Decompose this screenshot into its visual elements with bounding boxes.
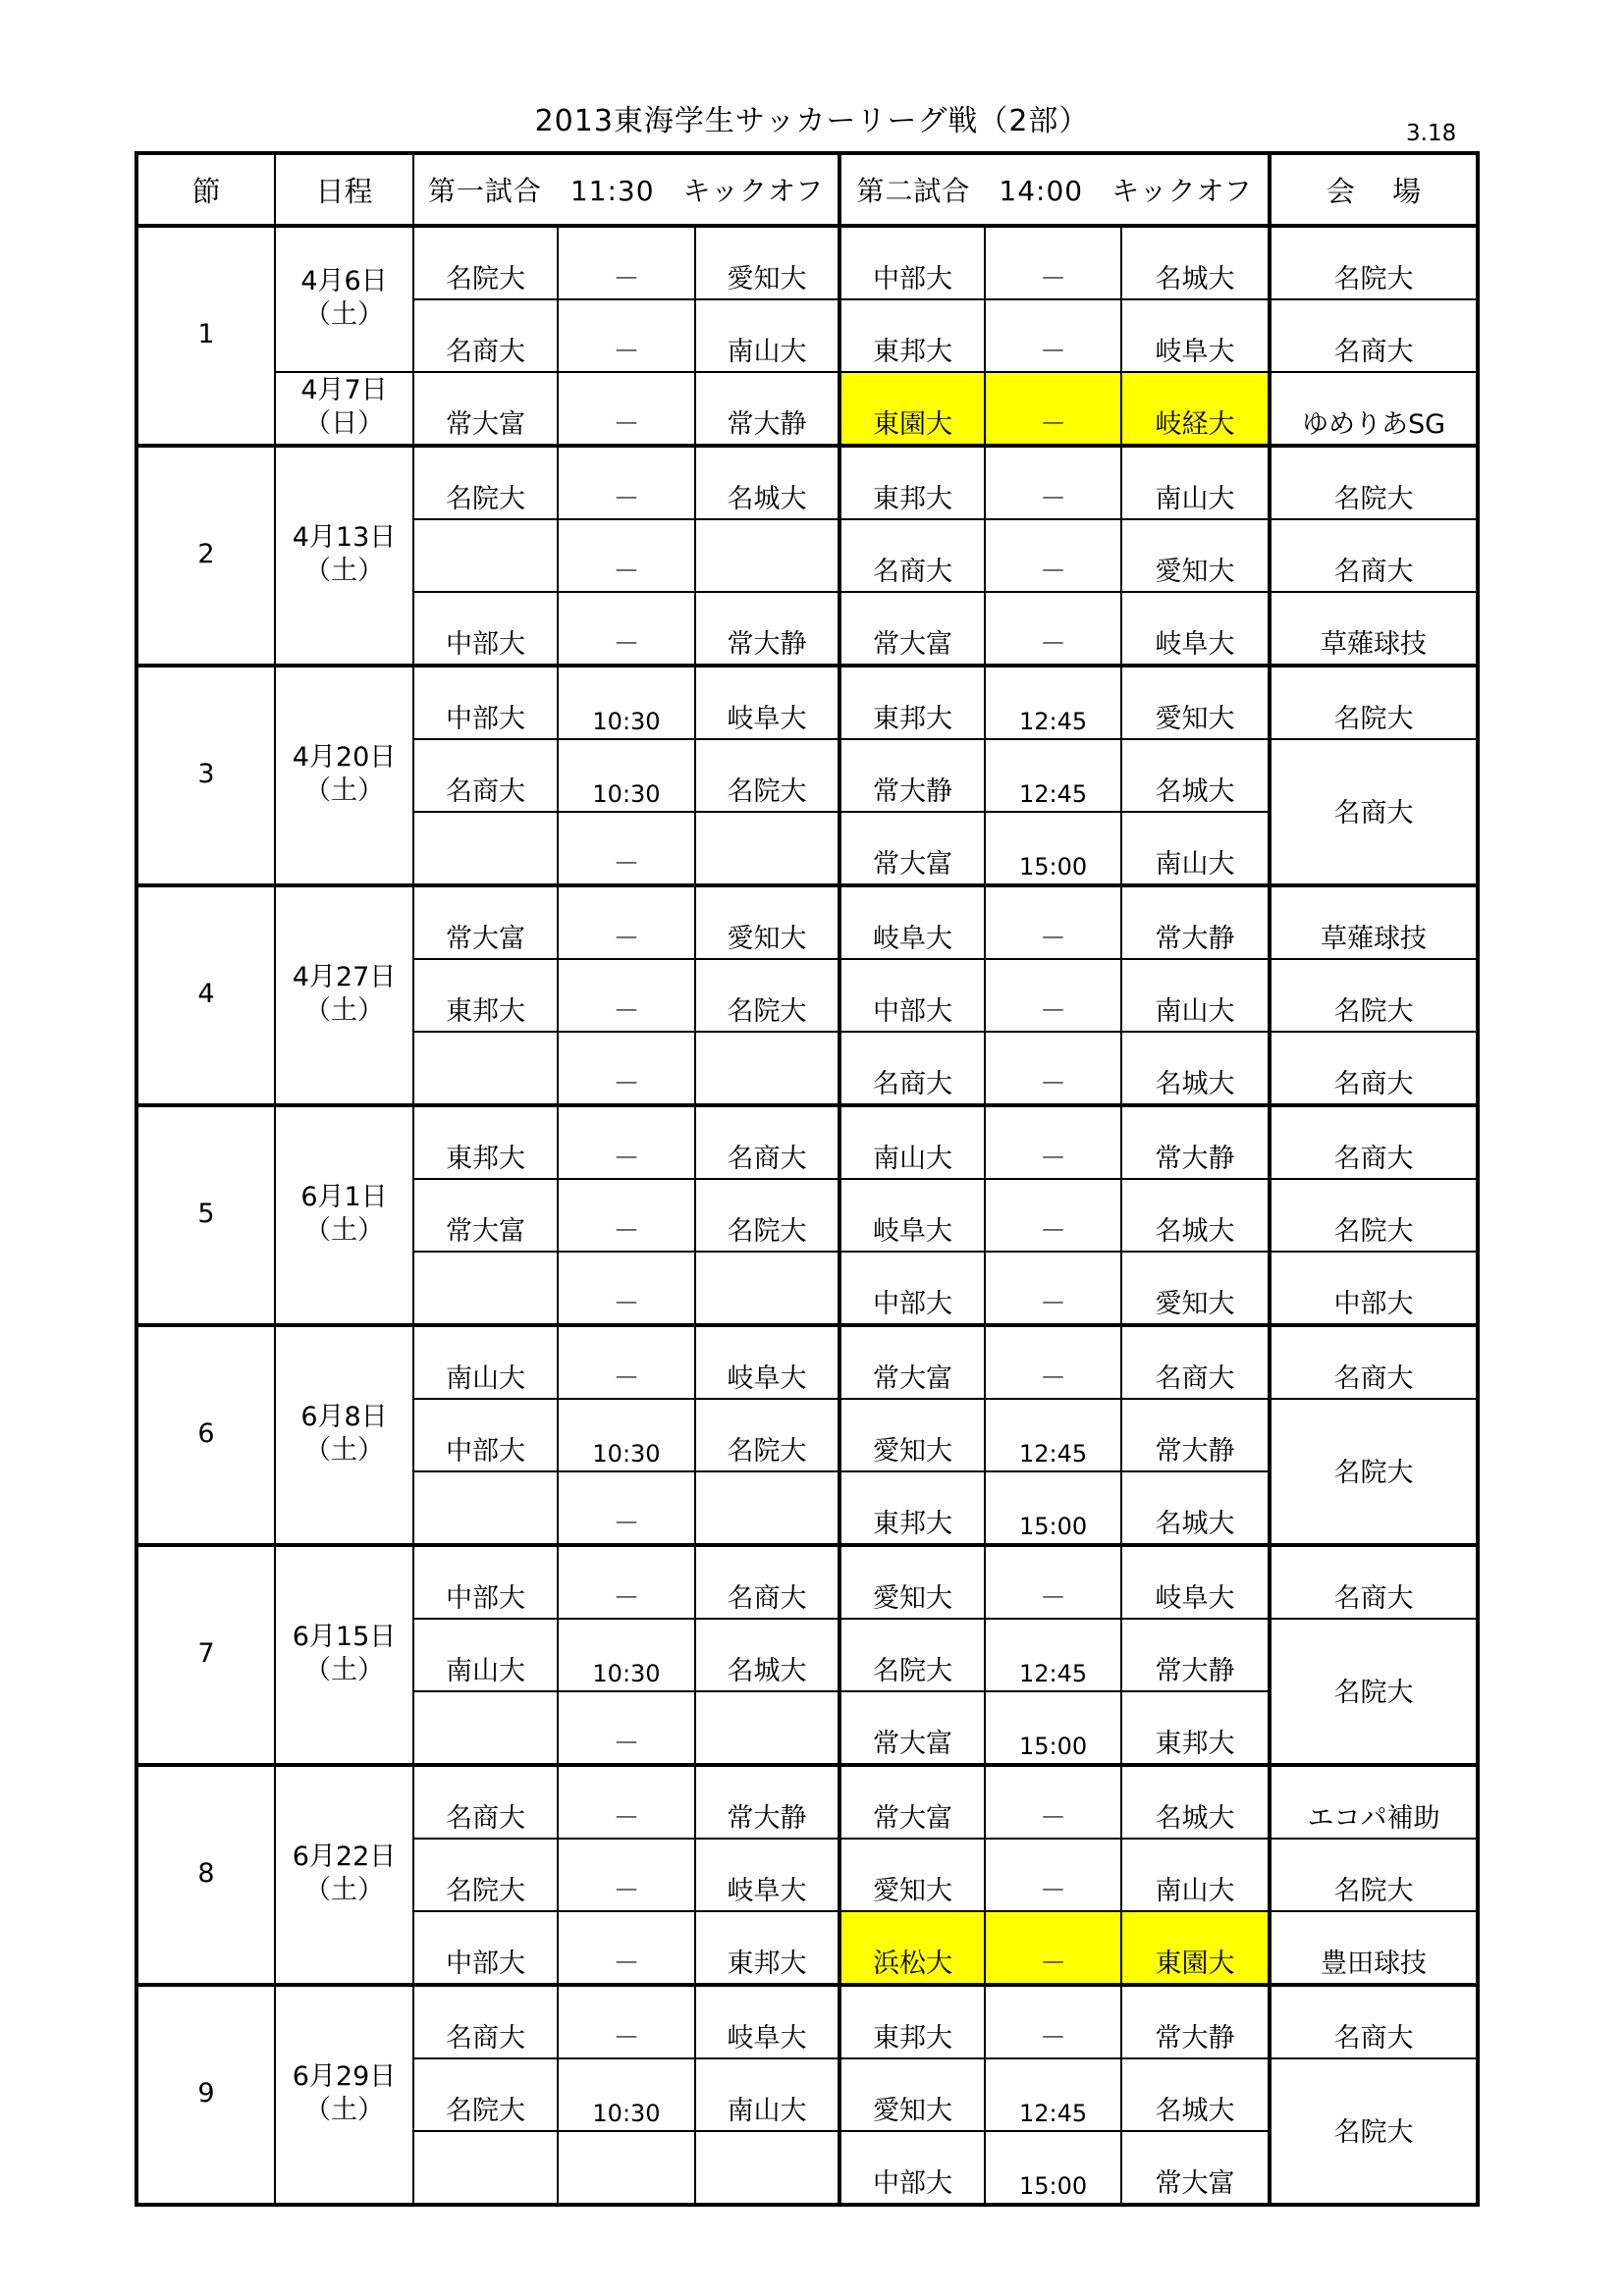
- match2-time: －: [985, 1032, 1121, 1105]
- match1-time: －: [558, 959, 695, 1032]
- match2-time: －: [985, 1105, 1121, 1179]
- match2-away-team: 常大富: [1121, 2131, 1270, 2205]
- match2-time: －: [985, 959, 1121, 1032]
- round-row: [136, 1545, 1478, 1619]
- match2-home-team: 愛知大: [839, 1839, 985, 1911]
- match2-time: 12:45: [985, 2058, 1121, 2131]
- match1-time: 10:30: [558, 1619, 695, 1691]
- match1-time: －: [558, 1691, 695, 1765]
- match1-time: －: [558, 1179, 695, 1252]
- match1-home-team: 中部大: [413, 1399, 558, 1471]
- match1-time: －: [558, 1252, 695, 1325]
- match2-time: 15:00: [985, 812, 1121, 885]
- match1-away-team: 東邦大: [695, 1911, 839, 1985]
- match-date: 4月27日 （土）: [275, 885, 413, 1105]
- match2-away-team: 東園大: [1121, 1911, 1270, 1985]
- match2-time: －: [985, 372, 1121, 446]
- match2-home-team: 愛知大: [839, 1545, 985, 1619]
- venue: 名商大: [1270, 1545, 1478, 1619]
- match1-home-team: 名商大: [413, 1765, 558, 1839]
- match1-away-team: [695, 1471, 839, 1545]
- match2-away-team: 名城大: [1121, 1765, 1270, 1839]
- match1-time: －: [558, 885, 695, 959]
- match2-away-team: 常大静: [1121, 1985, 1270, 2058]
- venue: 草薙球技: [1270, 885, 1478, 959]
- match2-away-team: 南山大: [1121, 446, 1270, 519]
- match1-home-team: 常大富: [413, 372, 558, 446]
- match1-home-team: 名商大: [413, 299, 558, 372]
- match2-time: 15:00: [985, 1471, 1121, 1545]
- match2-away-team: 愛知大: [1121, 1252, 1270, 1325]
- match2-away-team: 常大静: [1121, 1399, 1270, 1471]
- match2-away-team: 名城大: [1121, 739, 1270, 812]
- match1-away-team: 常大静: [695, 1765, 839, 1839]
- match2-time: －: [985, 226, 1121, 299]
- header-venue: 会 場: [1270, 153, 1478, 226]
- match1-away-team: [695, 812, 839, 885]
- venue: 名院大: [1270, 666, 1478, 739]
- match2-time: －: [985, 299, 1121, 372]
- match2-time: －: [985, 519, 1121, 592]
- round-row: [136, 372, 1478, 446]
- match2-away-team: 愛知大: [1121, 666, 1270, 739]
- match1-away-team: 南山大: [695, 2058, 839, 2131]
- venue: 名院大: [1270, 2058, 1478, 2205]
- match1-time: [558, 2131, 695, 2205]
- match1-time: －: [558, 1911, 695, 1985]
- match2-home-team: 南山大: [839, 1105, 985, 1179]
- round-row: [136, 885, 1478, 959]
- header-setsu: 節: [136, 153, 275, 226]
- match2-home-team: 常大富: [839, 1325, 985, 1399]
- match2-home-team: 東邦大: [839, 1471, 985, 1545]
- match1-away-team: 名商大: [695, 1105, 839, 1179]
- match1-time: －: [558, 1765, 695, 1839]
- round-row: [136, 1765, 1478, 1839]
- match2-time: 12:45: [985, 739, 1121, 812]
- venue: 名商大: [1270, 1325, 1478, 1399]
- match2-time: －: [985, 1911, 1121, 1985]
- venue: 名院大: [1270, 1839, 1478, 1911]
- match1-home-team: [413, 2131, 558, 2205]
- match1-away-team: 岐阜大: [695, 1839, 839, 1911]
- match1-away-team: 愛知大: [695, 885, 839, 959]
- match2-time: －: [985, 1839, 1121, 1911]
- match-date: 6月1日 （土）: [275, 1105, 413, 1325]
- round-row: [136, 226, 1478, 299]
- match1-home-team: 南山大: [413, 1325, 558, 1399]
- match2-home-team: 東邦大: [839, 666, 985, 739]
- match-date: 4月7日 （日）: [275, 372, 413, 446]
- venue: 名院大: [1270, 1179, 1478, 1252]
- match1-away-team: [695, 1032, 839, 1105]
- venue: 中部大: [1270, 1252, 1478, 1325]
- match1-home-team: 中部大: [413, 1911, 558, 1985]
- match1-home-team: [413, 1691, 558, 1765]
- match2-away-team: 常大静: [1121, 1619, 1270, 1691]
- match1-away-team: 名城大: [695, 1619, 839, 1691]
- round-number: 2: [136, 446, 275, 666]
- venue: 名商大: [1270, 299, 1478, 372]
- match1-home-team: [413, 1471, 558, 1545]
- match1-time: －: [558, 372, 695, 446]
- match1-away-team: 常大静: [695, 372, 839, 446]
- match2-home-team: 中部大: [839, 1252, 985, 1325]
- match1-time: 10:30: [558, 1399, 695, 1471]
- match2-away-team: 名商大: [1121, 1325, 1270, 1399]
- match1-time: 10:30: [558, 739, 695, 812]
- match2-home-team: 中部大: [839, 226, 985, 299]
- venue: 名商大: [1270, 519, 1478, 592]
- round-row: [136, 446, 1478, 519]
- venue: エコパ補助: [1270, 1765, 1478, 1839]
- round-number: 6: [136, 1325, 275, 1545]
- match2-away-team: 南山大: [1121, 959, 1270, 1032]
- match2-home-team: 中部大: [839, 2131, 985, 2205]
- match1-time: －: [558, 446, 695, 519]
- match1-home-team: 中部大: [413, 666, 558, 739]
- match2-home-team: 岐阜大: [839, 885, 985, 959]
- match2-away-team: 南山大: [1121, 812, 1270, 885]
- match1-time: －: [558, 299, 695, 372]
- match1-time: 10:30: [558, 666, 695, 739]
- match2-away-team: 東邦大: [1121, 1691, 1270, 1765]
- match1-home-team: 東邦大: [413, 1105, 558, 1179]
- match1-away-team: 岐阜大: [695, 1985, 839, 2058]
- match1-away-team: [695, 1252, 839, 1325]
- header-match2: 第二試合 14:00 キックオフ: [839, 153, 1270, 226]
- match2-home-team: 岐阜大: [839, 1179, 985, 1252]
- match1-away-team: [695, 1691, 839, 1765]
- venue: 名院大: [1270, 1619, 1478, 1765]
- match2-time: －: [985, 446, 1121, 519]
- match1-time: －: [558, 1325, 695, 1399]
- round-row: [136, 1105, 1478, 1179]
- match2-time: 15:00: [985, 1691, 1121, 1765]
- venue: 豊田球技: [1270, 1911, 1478, 1985]
- match1-away-team: 常大静: [695, 592, 839, 666]
- match1-home-team: 中部大: [413, 592, 558, 666]
- match1-away-team: 名院大: [695, 1179, 839, 1252]
- match1-time: －: [558, 1032, 695, 1105]
- round-number: 5: [136, 1105, 275, 1325]
- match1-away-team: 岐阜大: [695, 666, 839, 739]
- match1-home-team: 名院大: [413, 446, 558, 519]
- page-title: 2013東海学生サッカーリーグ戦（2部）: [534, 104, 1090, 138]
- match1-home-team: 名院大: [413, 1839, 558, 1911]
- match2-time: －: [985, 592, 1121, 666]
- match2-time: 12:45: [985, 1619, 1121, 1691]
- match1-home-team: [413, 812, 558, 885]
- match2-home-team: 名商大: [839, 519, 985, 592]
- venue: 名商大: [1270, 1105, 1478, 1179]
- match2-time: －: [985, 1325, 1121, 1399]
- match2-away-team: 名城大: [1121, 1032, 1270, 1105]
- match2-home-team: 常大富: [839, 1691, 985, 1765]
- match2-home-team: 愛知大: [839, 2058, 985, 2131]
- match1-away-team: 名城大: [695, 446, 839, 519]
- match1-home-team: 常大富: [413, 1179, 558, 1252]
- match1-away-team: 名商大: [695, 1545, 839, 1619]
- match2-home-team: 東邦大: [839, 299, 985, 372]
- match-date: 4月20日 （土）: [275, 666, 413, 885]
- match2-away-team: 岐経大: [1121, 372, 1270, 446]
- match1-away-team: 愛知大: [695, 226, 839, 299]
- match1-home-team: 常大富: [413, 885, 558, 959]
- match2-away-team: 名城大: [1121, 1179, 1270, 1252]
- match1-home-team: 名院大: [413, 226, 558, 299]
- match1-time: －: [558, 1471, 695, 1545]
- match1-time: －: [558, 812, 695, 885]
- match2-away-team: 岐阜大: [1121, 1545, 1270, 1619]
- match2-home-team: 東邦大: [839, 1985, 985, 2058]
- match-date: 6月15日 （土）: [275, 1545, 413, 1765]
- match2-away-team: 名城大: [1121, 1471, 1270, 1545]
- match2-home-team: 常大富: [839, 1765, 985, 1839]
- match2-home-team: 常大静: [839, 739, 985, 812]
- match2-away-team: 名城大: [1121, 2058, 1270, 2131]
- match1-away-team: 南山大: [695, 299, 839, 372]
- match1-time: －: [558, 1105, 695, 1179]
- match2-home-team: 常大富: [839, 592, 985, 666]
- venue: 名院大: [1270, 226, 1478, 299]
- match2-home-team: 常大富: [839, 812, 985, 885]
- match2-time: 12:45: [985, 666, 1121, 739]
- match2-time: －: [985, 885, 1121, 959]
- round-number: 9: [136, 1985, 275, 2205]
- match2-home-team: 中部大: [839, 959, 985, 1032]
- match1-home-team: 中部大: [413, 1545, 558, 1619]
- venue: 名院大: [1270, 959, 1478, 1032]
- match2-home-team: 東園大: [839, 372, 985, 446]
- schedule-body: [136, 226, 1478, 2205]
- match2-time: 12:45: [985, 1399, 1121, 1471]
- match1-home-team: [413, 1252, 558, 1325]
- round-number: 4: [136, 885, 275, 1105]
- round-number: 8: [136, 1765, 275, 1985]
- venue: 名商大: [1270, 1032, 1478, 1105]
- header-row: [136, 153, 1478, 226]
- venue: 草薙球技: [1270, 592, 1478, 666]
- match2-home-team: 東邦大: [839, 446, 985, 519]
- match1-away-team: 名院大: [695, 959, 839, 1032]
- venue: ゆめりあSG: [1270, 372, 1478, 446]
- match1-away-team: [695, 519, 839, 592]
- round-row: [136, 1985, 1478, 2058]
- match2-away-team: 常大静: [1121, 1105, 1270, 1179]
- match-date: 6月22日 （土）: [275, 1765, 413, 1985]
- document-date: 3.18: [1406, 121, 1457, 146]
- match1-home-team: 名院大: [413, 2058, 558, 2131]
- match2-away-team: 岐阜大: [1121, 299, 1270, 372]
- schedule-table: [135, 151, 1480, 2207]
- match1-time: －: [558, 1545, 695, 1619]
- match-date: 6月29日 （土）: [275, 1985, 413, 2205]
- match-date: 6月8日 （土）: [275, 1325, 413, 1545]
- round-row: [136, 1325, 1478, 1399]
- match1-time: 10:30: [558, 2058, 695, 2131]
- match2-time: －: [985, 1545, 1121, 1619]
- match2-time: －: [985, 1179, 1121, 1252]
- match2-time: －: [985, 1765, 1121, 1839]
- match1-time: －: [558, 519, 695, 592]
- match1-away-team: 名院大: [695, 1399, 839, 1471]
- match2-away-team: 名城大: [1121, 226, 1270, 299]
- match2-home-team: 名商大: [839, 1032, 985, 1105]
- round-number: 1: [136, 226, 275, 446]
- match1-home-team: [413, 1032, 558, 1105]
- match2-home-team: 浜松大: [839, 1911, 985, 1985]
- header-match1: 第一試合 11:30 キックオフ: [413, 153, 839, 226]
- match2-away-team: 愛知大: [1121, 519, 1270, 592]
- match2-time: 15:00: [985, 2131, 1121, 2205]
- match1-time: －: [558, 1839, 695, 1911]
- match1-home-team: 東邦大: [413, 959, 558, 1032]
- match1-time: －: [558, 592, 695, 666]
- match2-away-team: 南山大: [1121, 1839, 1270, 1911]
- match1-time: －: [558, 226, 695, 299]
- match1-time: －: [558, 1985, 695, 2058]
- match2-home-team: 名院大: [839, 1619, 985, 1691]
- venue: 名商大: [1270, 1985, 1478, 2058]
- match1-home-team: 名商大: [413, 739, 558, 812]
- match1-home-team: 南山大: [413, 1619, 558, 1691]
- round-number: 3: [136, 666, 275, 885]
- match2-time: －: [985, 1252, 1121, 1325]
- match-date: 4月6日 （土）: [275, 226, 413, 372]
- venue: 名院大: [1270, 1399, 1478, 1545]
- match1-home-team: 名商大: [413, 1985, 558, 2058]
- match2-time: －: [985, 1985, 1121, 2058]
- venue: 名商大: [1270, 739, 1478, 885]
- match1-away-team: [695, 2131, 839, 2205]
- round-row: [136, 666, 1478, 739]
- match2-away-team: 岐阜大: [1121, 592, 1270, 666]
- match1-away-team: 名院大: [695, 739, 839, 812]
- match1-home-team: [413, 519, 558, 592]
- venue: 名院大: [1270, 446, 1478, 519]
- match2-away-team: 常大静: [1121, 885, 1270, 959]
- header-nittei: 日程: [275, 153, 413, 226]
- match2-home-team: 愛知大: [839, 1399, 985, 1471]
- match-date: 4月13日 （土）: [275, 446, 413, 666]
- round-number: 7: [136, 1545, 275, 1765]
- match1-away-team: 岐阜大: [695, 1325, 839, 1399]
